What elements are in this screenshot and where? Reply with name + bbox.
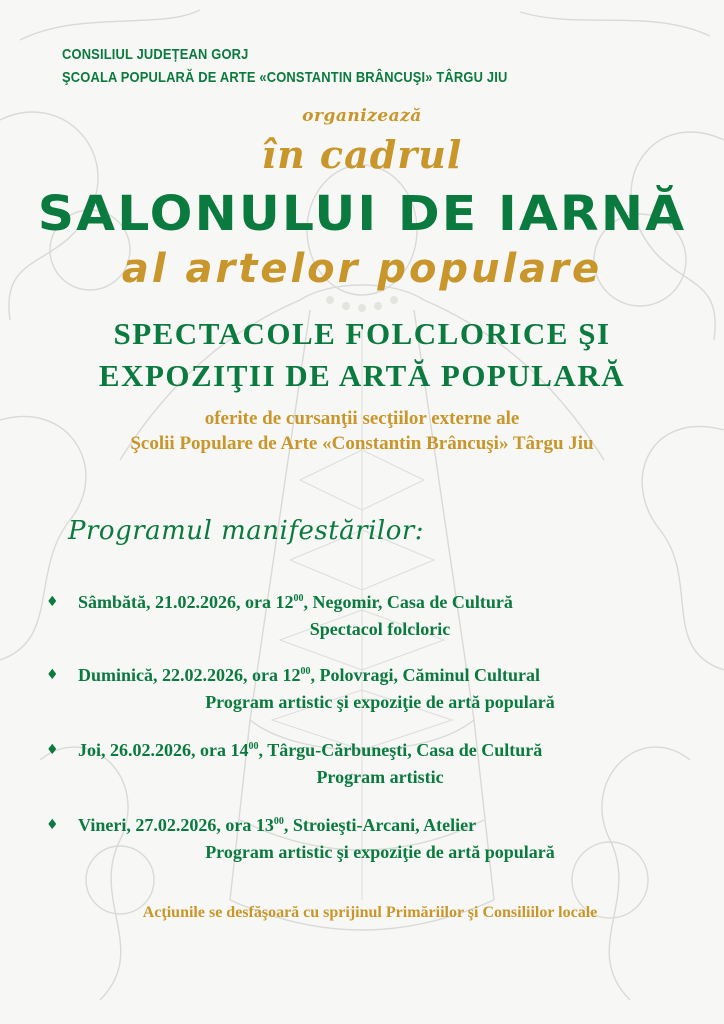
in-cadrul-text: în cadrul	[261, 132, 463, 177]
program-title: Programul manifestărilor:	[68, 516, 425, 546]
diamond-bullet-icon: ♦	[46, 667, 59, 683]
headline-line-2: EXPOZIŢII DE ARTĂ POPULARĂ	[98, 358, 626, 393]
event-place: , Negomir, Casa de Cultură	[303, 592, 513, 612]
event-title: SALONULUI DE IARNĂ	[37, 186, 687, 242]
footer-note: Acţiunile se desfăşoară cu sprijinul Primăriilor şi Consiliilor locale	[142, 904, 598, 921]
event-date: Vineri, 27.02.2026,	[78, 815, 221, 835]
event-description: Spectacol folcloric	[309, 619, 451, 639]
program-event	[0, 740, 724, 788]
event-place: , Târgu-Cărbuneşti, Casa de Cultură	[258, 740, 543, 760]
event-date: Sâmbătă, 21.02.2026,	[78, 592, 241, 612]
program-event	[0, 815, 724, 863]
event-time-minutes: 00	[273, 816, 284, 827]
event-date: Joi, 26.02.2026,	[78, 740, 196, 760]
diamond-bullet-icon: ♦	[46, 817, 59, 833]
event-details	[0, 815, 724, 836]
event-time: ora 13	[220, 815, 274, 835]
offered-by-line-2: Şcolii Populare de Arte «Constantin Brâncuşi» Târgu Jiu	[130, 433, 594, 454]
event-time: ora 14	[195, 740, 249, 760]
event-details	[0, 592, 724, 613]
header-council: CONSILIUL JUDEȚEAN GORJ	[62, 46, 249, 63]
diamond-bullet-icon: ♦	[46, 742, 59, 758]
event-time-minutes: 00	[293, 593, 304, 604]
event-subtitle: al artelor populare	[121, 246, 603, 292]
event-place: , Polovragi, Căminul Cultural	[310, 665, 541, 685]
headline-line-1: SPECTACOLE FOLCLORICE ŞI	[113, 316, 611, 351]
event-time-minutes: 00	[300, 666, 311, 677]
program-event	[0, 665, 724, 713]
program-event	[0, 592, 724, 640]
diamond-bullet-icon: ♦	[46, 594, 59, 610]
event-description: Program artistic şi expoziţie de artă populară	[205, 842, 555, 862]
event-description: Program artistic	[316, 767, 444, 787]
event-description: Program artistic şi expoziţie de artă populară	[205, 692, 555, 712]
organizeaza-text: organizează	[302, 106, 422, 126]
event-details	[0, 665, 724, 686]
event-time: ora 12	[240, 592, 294, 612]
event-date: Duminică, 22.02.2026,	[78, 665, 248, 685]
event-time: ora 12	[247, 665, 301, 685]
offered-by-line-1: oferite de cursanţii secţiilor externe ale	[204, 408, 520, 429]
event-place: , Stroieşti-Arcani, Atelier	[283, 815, 477, 835]
header-school: ŞCOALA POPULARĂ DE ARTE «CONSTANTIN BRÂNCUŞI» TÂRGU JIU	[62, 69, 508, 86]
event-details	[0, 740, 724, 761]
event-time-minutes: 00	[248, 741, 259, 752]
